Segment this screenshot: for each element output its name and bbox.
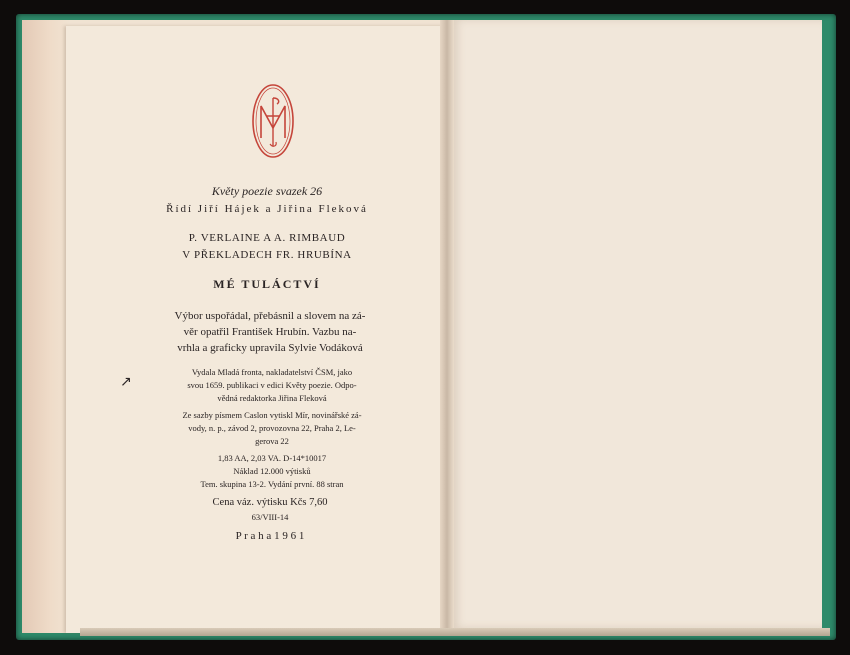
credits-line: věr opatřil František Hrubín. Vazbu na- [183, 326, 357, 338]
publisher-line: Vydala Mladá fronta, nakladatelství ČSM, jako [191, 367, 353, 377]
page-bottom-edge [80, 628, 830, 636]
translator-line: V PŘEKLADECH FR. HRUBÍNA [182, 249, 352, 261]
book-gutter [440, 20, 454, 633]
left-page-shadow [22, 20, 70, 633]
authors-line: P. VERLAINE A A. RIMBAUD [188, 232, 346, 244]
credits-line: vrhla a graficky upravila Sylvie Vodáková [177, 342, 363, 354]
book-title: MÉ TULÁCTVÍ [213, 277, 321, 291]
print-run-line: Náklad 12.000 výtisků [233, 466, 311, 476]
place-year: P r a h a 1 9 6 1 [235, 530, 305, 542]
price-line: Cena váz. výtisku Kčs 7,60 [212, 497, 328, 508]
print-data-line: 1,83 AA, 2,03 VA. D-14*10017 [217, 453, 327, 463]
catalog-number: 63/VIII-14 [251, 512, 289, 522]
blank-right-page [452, 20, 822, 628]
publisher-line: svou 1659. publikaci v edici Květy poezie. Odpo- [187, 380, 357, 390]
edition-line: Tem. skupina 13-2. Vydání první. 88 stran [200, 479, 344, 489]
series-line: Květy poezie svazek 26 [211, 184, 323, 198]
printer-line: Ze sazby písmem Caslon vytiskl Mír, novinářské zá- [182, 410, 362, 420]
publisher-logo-icon [250, 82, 296, 160]
printer-line: gerova 22 [255, 436, 289, 446]
credits-line: Výbor uspořádal, přebásnil a slovem na zá- [174, 310, 366, 322]
pencil-mark: ↗ [120, 374, 132, 390]
editors-line: Řídí Jiří Hájek a Jiřina Fleková [166, 203, 368, 215]
publisher-line: vědná redaktorka Jiřina Fleková [217, 393, 327, 403]
printer-line: vody, n. p., závod 2, provozovna 22, Praha 2, Le- [188, 423, 356, 433]
